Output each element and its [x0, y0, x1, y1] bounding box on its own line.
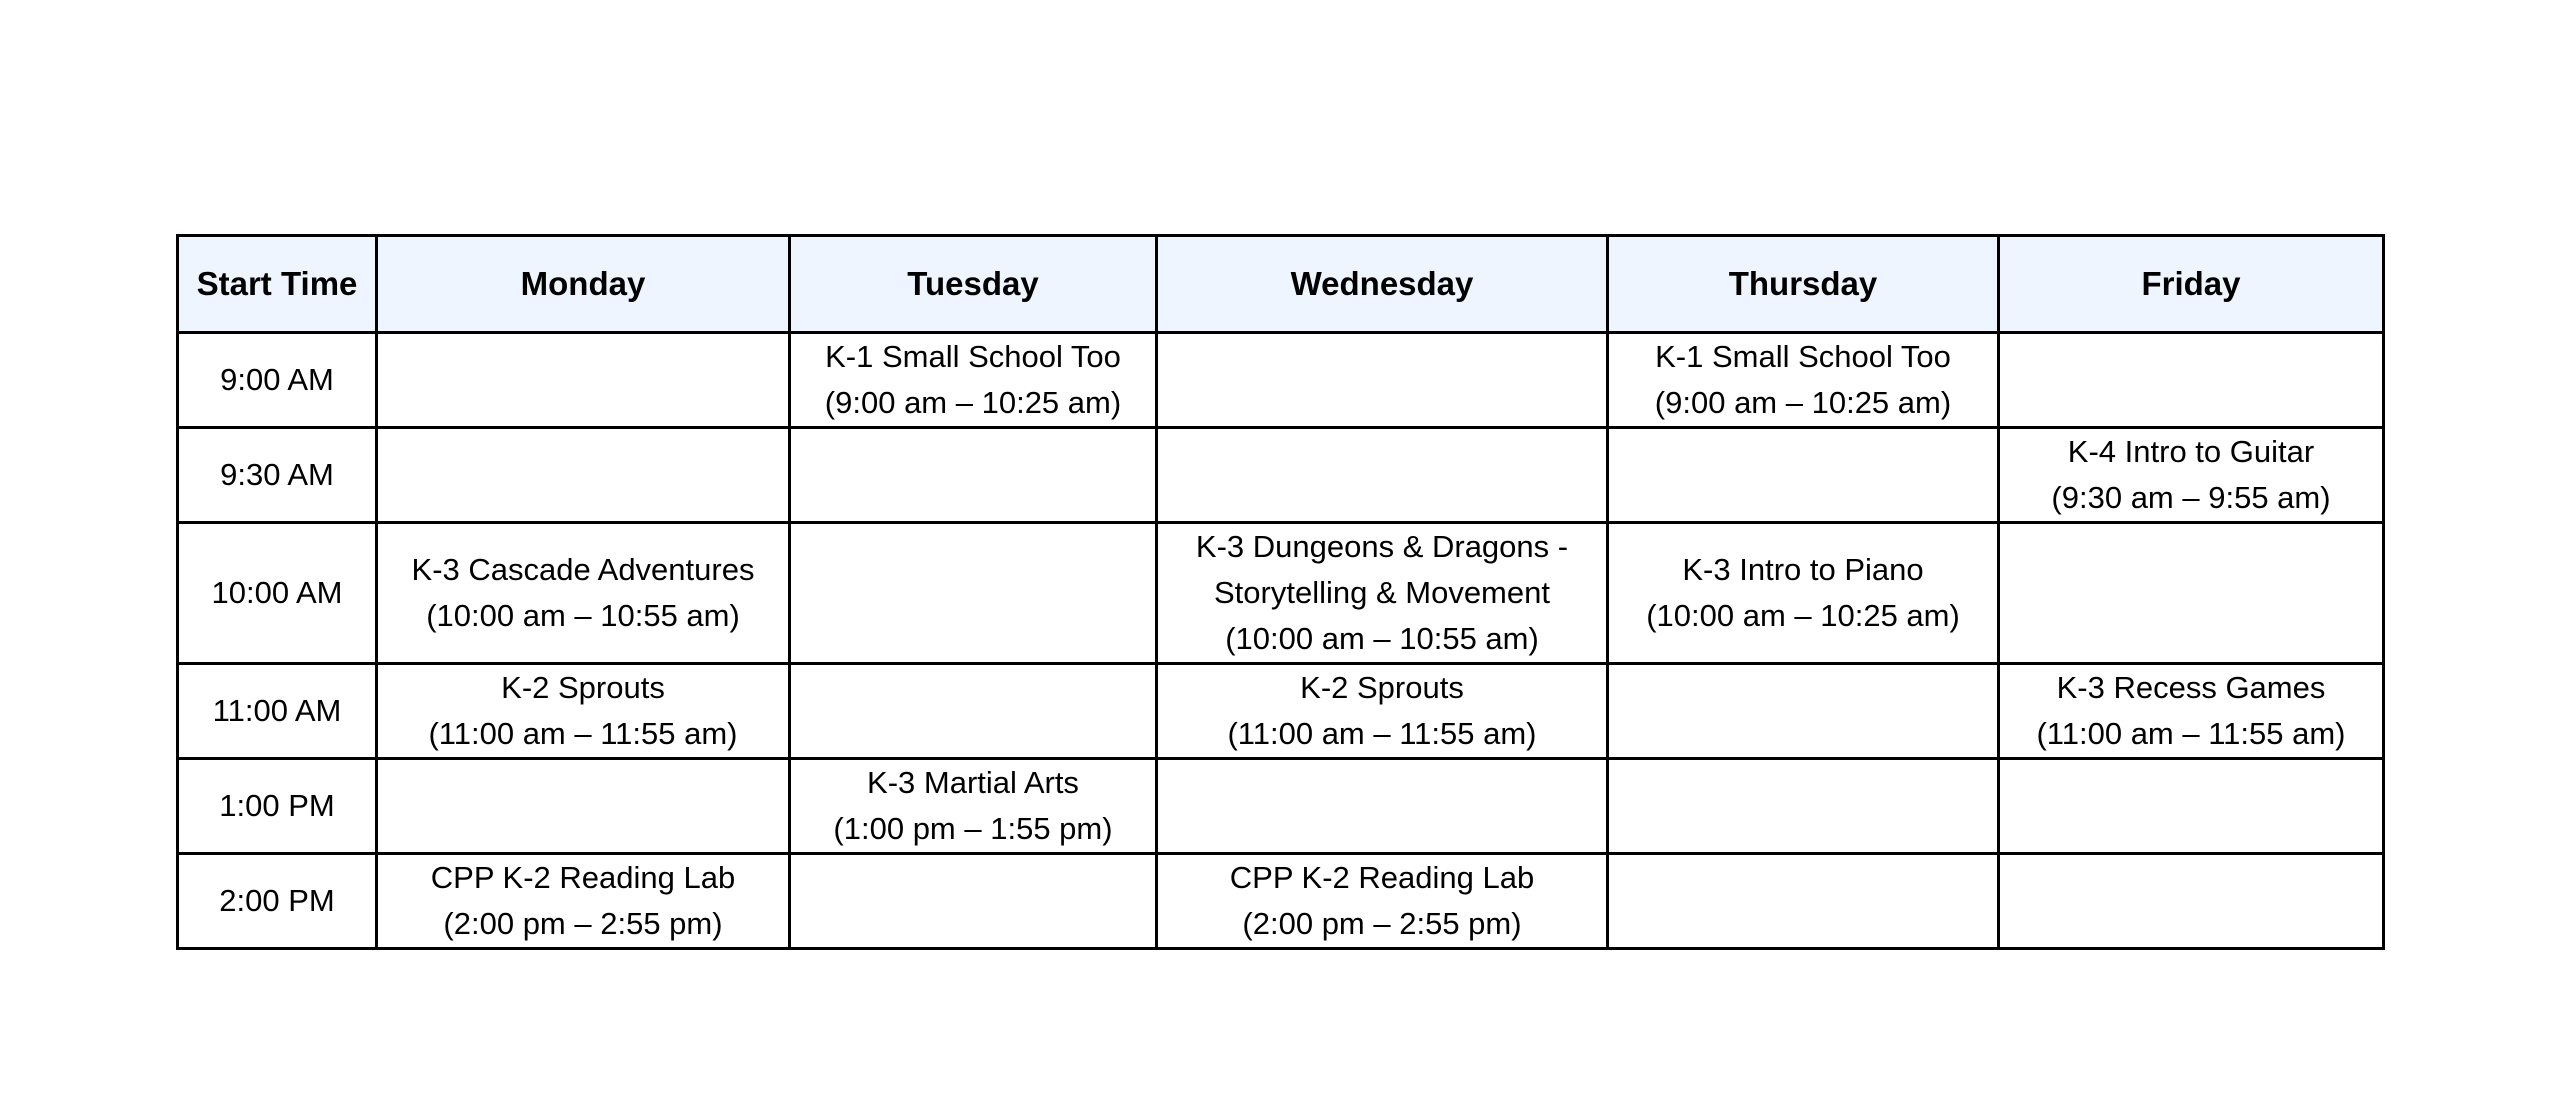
class-name: K-2 Sprouts — [501, 670, 665, 705]
schedule-cell-friday — [1999, 523, 2384, 664]
table-row — [178, 854, 2384, 949]
class-name: K-2 Sprouts — [1300, 670, 1464, 705]
schedule-cell-tuesday — [790, 428, 1157, 523]
schedule-cell-thursday — [1608, 333, 1999, 428]
schedule-cell-friday — [1999, 854, 2384, 949]
schedule-cell-monday — [377, 333, 790, 428]
schedule-table — [176, 234, 2385, 950]
start-time-cell: 10:00 AM — [178, 523, 377, 664]
schedule-cell-wednesday — [1157, 759, 1608, 854]
schedule-cell-monday — [377, 523, 790, 664]
class-name: K-3 Martial Arts — [867, 765, 1079, 800]
class-time-range: (1:00 pm – 1:55 pm) — [833, 811, 1113, 846]
table-row — [178, 759, 2384, 854]
class-time-range: (10:00 am – 10:55 am) — [426, 598, 740, 633]
schedule-cell-tuesday — [790, 523, 1157, 664]
schedule-cell-tuesday — [790, 664, 1157, 759]
table-row — [178, 428, 2384, 523]
schedule-cell-friday — [1999, 664, 2384, 759]
schedule-cell-wednesday — [1157, 854, 1608, 949]
class-time-range: (9:30 am – 9:55 am) — [2051, 480, 2331, 515]
schedule-cell-wednesday — [1157, 523, 1608, 664]
class-name: CPP K-2 Reading Lab — [1229, 860, 1535, 895]
schedule-cell-thursday — [1608, 854, 1999, 949]
start-time-cell: 1:00 PM — [178, 759, 377, 854]
schedule-cell-thursday — [1608, 759, 1999, 854]
schedule-cell-thursday — [1608, 664, 1999, 759]
class-name: K-3 Cascade Adventures — [411, 552, 755, 587]
class-time-range: (10:00 am – 10:25 am) — [1646, 598, 1960, 633]
schedule-cell-tuesday — [790, 333, 1157, 428]
schedule-cell-wednesday — [1157, 333, 1608, 428]
class-time-range: (11:00 am – 11:55 am) — [2036, 716, 2346, 751]
start-time-cell: 9:30 AM — [178, 428, 377, 523]
schedule-cell-thursday — [1608, 523, 1999, 664]
schedule-cell-tuesday — [790, 854, 1157, 949]
table-row — [178, 664, 2384, 759]
class-name: K-4 Intro to Guitar — [2067, 434, 2315, 469]
start-time-cell: 2:00 PM — [178, 854, 377, 949]
schedule-cell-wednesday — [1157, 428, 1608, 523]
schedule-cell-friday — [1999, 428, 2384, 523]
schedule-cell-friday — [1999, 759, 2384, 854]
schedule-cell-wednesday — [1157, 664, 1608, 759]
class-time-range: (9:00 am – 10:25 am) — [824, 385, 1122, 420]
start-time-cell: 9:00 AM — [178, 333, 377, 428]
header-friday: Friday — [1999, 236, 2384, 333]
class-name: K-3 Intro to Piano — [1682, 552, 1924, 587]
header-thursday: Thursday — [1608, 236, 1999, 333]
header-monday: Monday — [377, 236, 790, 333]
schedule-cell-monday — [377, 759, 790, 854]
class-name: K-1 Small School Too — [825, 339, 1121, 374]
class-name: K-3 Recess Games — [2056, 670, 2326, 705]
schedule-cell-monday — [377, 854, 790, 949]
class-time-range: (11:00 am – 11:55 am) — [1227, 716, 1537, 751]
header-tuesday: Tuesday — [790, 236, 1157, 333]
class-name: Storytelling & Movement — [1214, 575, 1550, 610]
class-name: CPP K-2 Reading Lab — [430, 860, 736, 895]
class-time-range: (2:00 pm – 2:55 pm) — [443, 906, 723, 941]
class-name: K-1 Small School Too — [1655, 339, 1951, 374]
schedule-cell-tuesday — [790, 759, 1157, 854]
table-row — [178, 333, 2384, 428]
class-time-range: (2:00 pm – 2:55 pm) — [1242, 906, 1522, 941]
schedule-cell-monday — [377, 428, 790, 523]
table-row — [178, 523, 2384, 664]
start-time-cell: 11:00 AM — [178, 664, 377, 759]
schedule-cell-monday — [377, 664, 790, 759]
schedule-cell-thursday — [1608, 428, 1999, 523]
header-start-time: Start Time — [178, 236, 377, 333]
class-time-range: (9:00 am – 10:25 am) — [1654, 385, 1952, 420]
class-time-range: (10:00 am – 10:55 am) — [1225, 621, 1539, 656]
header-wednesday: Wednesday — [1157, 236, 1608, 333]
class-name: K-3 Dungeons & Dragons - — [1195, 529, 1569, 564]
header-row — [178, 236, 2384, 333]
class-time-range: (11:00 am – 11:55 am) — [428, 716, 738, 751]
schedule-cell-friday — [1999, 333, 2384, 428]
